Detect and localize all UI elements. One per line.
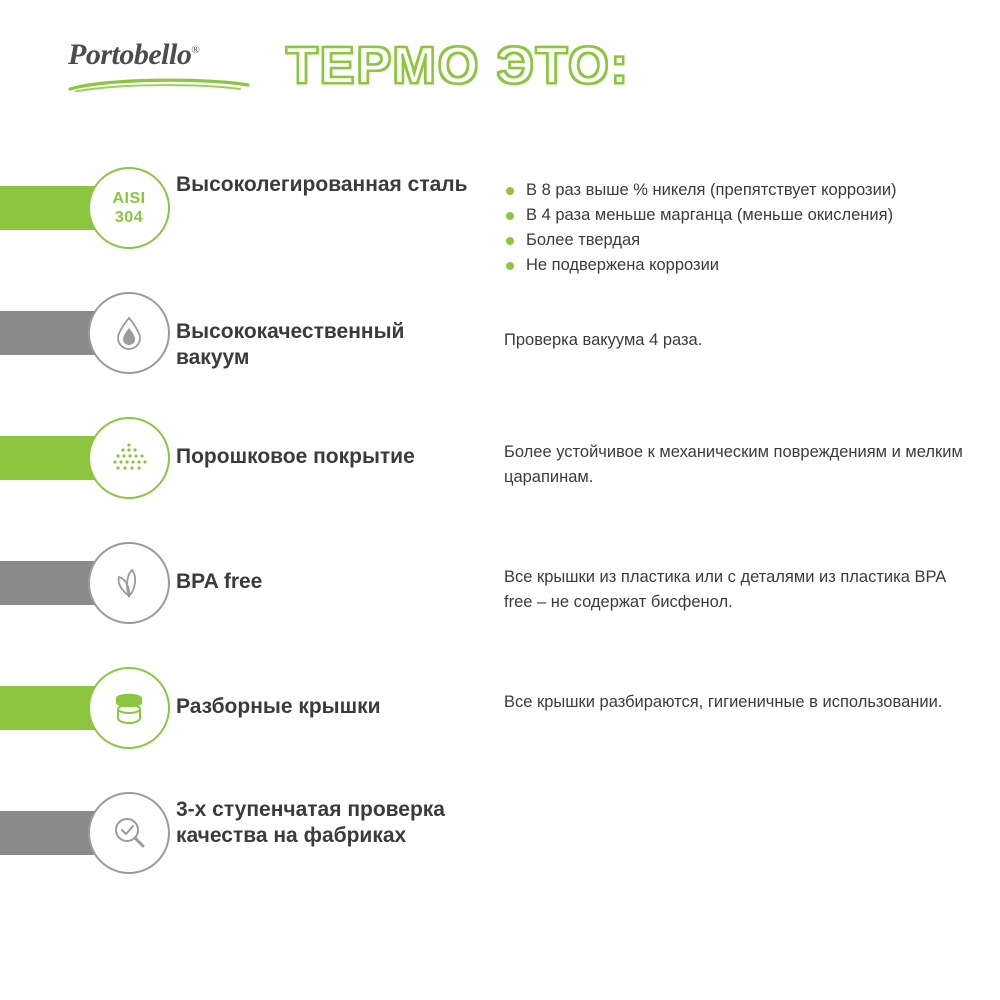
feature-row bbox=[0, 660, 1000, 785]
feature-row bbox=[0, 285, 1000, 410]
powder-coating-dots-icon bbox=[88, 417, 170, 499]
magnifier-check-icon bbox=[88, 792, 170, 874]
brand-logo bbox=[68, 40, 258, 95]
feature-title: BPA free bbox=[176, 570, 263, 593]
feature-title: Порошковое покрытие bbox=[176, 445, 415, 468]
feature-title: Высоколегированная сталь bbox=[176, 173, 468, 196]
feature-row bbox=[0, 535, 1000, 660]
feature-title: 3-х ступенчатая проверка качества на фабриках bbox=[176, 798, 445, 847]
feature-title: Высококачественный вакуум bbox=[176, 320, 405, 369]
leaf-icon bbox=[88, 542, 170, 624]
page-header bbox=[0, 0, 1000, 130]
bullet-list bbox=[504, 178, 974, 278]
list-item: В 8 раз выше % никеля (препятствует коррозии) bbox=[504, 178, 974, 203]
brand-name bbox=[68, 40, 258, 70]
registered-mark: ® bbox=[191, 44, 200, 56]
feature-row bbox=[0, 410, 1000, 535]
feature-description: Проверка вакуума 4 раза. bbox=[504, 331, 703, 349]
list-item: Не подвержена коррозии bbox=[504, 253, 974, 278]
feature-description bbox=[504, 178, 974, 278]
feature-row bbox=[0, 160, 1000, 285]
page-title: ТЕРМО ЭТО: bbox=[286, 37, 630, 95]
portobello-swoosh-icon bbox=[68, 76, 253, 92]
feature-row bbox=[0, 785, 1000, 910]
brand-name-text: Portobello bbox=[68, 38, 192, 71]
aisi-304-badge-icon bbox=[88, 167, 170, 249]
feature-description: Все крышки из пластика или с деталями из пластика BPA free – не содержат бисфенол. bbox=[504, 568, 946, 611]
lid-icon bbox=[88, 667, 170, 749]
feature-title: Разборные крышки bbox=[176, 695, 381, 718]
aisi-grade: 304 bbox=[114, 209, 144, 226]
water-drop-icon bbox=[88, 292, 170, 374]
list-item: Более твердая bbox=[504, 228, 974, 253]
feature-description: Все крышки разбираются, гигиеничные в использовании. bbox=[504, 693, 943, 711]
feature-description: Более устойчивое к механическим повреждениям и мелким царапинам. bbox=[504, 443, 963, 486]
list-item: В 4 раза меньше марганца (меньше окисления) bbox=[504, 203, 974, 228]
aisi-label: AISI bbox=[112, 190, 146, 207]
feature-list bbox=[0, 160, 1000, 910]
